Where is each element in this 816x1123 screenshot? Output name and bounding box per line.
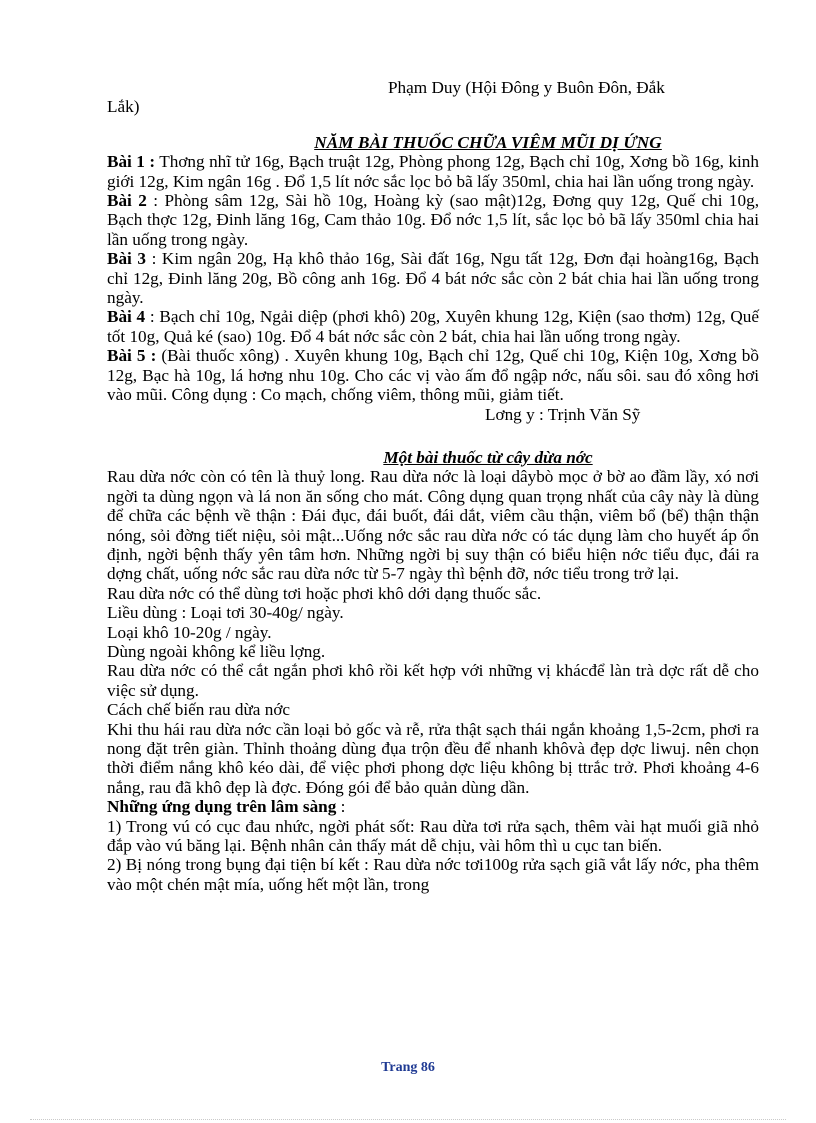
page-footer xyxy=(0,1060,816,1076)
clinical-heading-colon: : xyxy=(336,797,346,817)
remedy-4 xyxy=(107,307,759,346)
remedy-5-text: (Bài thuốc xông) . Xuyên khung 10g, Bạch chỉ 12g, Quế chi 10g, Kiện 10g, Xơng bồ 12g, Bạc hà 10g, lá hơng nhu 10g. Cho các vị vào ấm đổ ngập nớc, nấu sôi. sau đó xông hơi vào mũi. Công dụng : Co mạch, chống viêm, thông mũi, giảm tiết. xyxy=(107,346,759,405)
paragraph-dose-fresh: Liều dùng : Loại tơi 30-40g/ ngày. xyxy=(107,603,344,623)
remedy-3 xyxy=(107,249,759,307)
remedy-2 xyxy=(107,191,759,249)
clinical-item-2: 2) Bị nóng trong bụng đại tiện bí kết : Rau dừa nớc tơi100g rửa sạch giã vắt lấy nớc, pha thêm vào một chén mật mía, uống hết một lần, trong xyxy=(107,855,759,894)
clinical-heading-text: Những ứng dụng trên lâm sàng xyxy=(107,797,337,817)
remedy-1-text: Thơng nhĩ tử 16g, Bạch truật 12g, Phòng phong 12g, Bạch chỉ 10g, Xơng bồ 16g, kinh giới 12g, Kim ngân 16g . Đổ 1,5 lít nớc sắc lọc bỏ bã lấy 350ml, chia hai lần uống trong ngày. xyxy=(107,152,759,191)
remedy-list xyxy=(107,152,759,404)
clinical-heading xyxy=(107,797,759,816)
paragraph-tea: Rau dừa nớc có thể cắt ngắn phơi khô rồi kết hợp với những vị khácđể làn trà dợc rất dễ cho việc sử dụng. xyxy=(107,661,759,700)
author-credit xyxy=(107,78,759,117)
remedy-5-label: Bài 5 : xyxy=(107,346,157,366)
section1-title: NĂM BÀI THUỐC CHỮA VIÊM MŨI DỊ ỨNG xyxy=(314,132,662,152)
section1-signature: Lơng y : Trịnh Văn Sỹ xyxy=(485,404,641,424)
paragraph-intro: Rau dừa nớc còn có tên là thuỷ long. Rau dừa nớc là loại dâybò mọc ở bờ ao đầm lầy, xó nơi ngời ta dùng ngọn và lá non ăn sống cho mát. Công dụng quan trọng nhất của cây này là dùng để chữa các bệnh về thận : Đái đục, đái buốt, đái dắt, viêm cầu thận, viêm bổ (bể) thận thận nóng, sỏi đờng tiết niệu, sỏi mật...Uống nớc sắc rau dừa nớc có tác dụng làm cho huyết áp ổn định, ngời bệnh thấy yên tâm hơn. Những ngời bị suy thận có biểu hiện nớc tiểu đục, đái ra dợng chất, uống nớc sắc rau dừa nớc từ 5-7 ngày thì bệnh đỡ, nớc tiểu trong trở lại. xyxy=(107,467,759,584)
remedy-2-text: : Phòng sâm 12g, Sài hồ 10g, Hoàng kỳ (sao mật)12g, Đơng quy 12g, Quế chi 10g, Bạch thợc 12g, Đinh lăng 16g, Cam thảo 10g. Đổ nớc 1,5 lít, sắc lọc bỏ bã lấy 350ml chia hai lần uống trong ngày. xyxy=(107,191,759,249)
document-page xyxy=(107,78,759,894)
section2-body xyxy=(107,467,759,894)
page-number: Trang 86 xyxy=(381,1060,435,1075)
section2-title: Một bài thuốc từ cây dừa nớc xyxy=(383,447,593,467)
remedy-1-label: Bài 1 : xyxy=(107,152,156,172)
paragraph-external: Dùng ngoài không kể liều lợng. xyxy=(107,641,326,661)
paragraph-prep: Khi thu hái rau dừa nớc cần loại bỏ gốc và rễ, rửa thật sạch thái ngắn khoảng 1,5-2cm, phơi ra nong đặt trên giàn. Thỉnh thoảng dùng đụa trộn đều để nhanh khôvà đẹp dợc liwuj. nên chọn thời điểm nắng khô kéo dài, để việc phơi phong dợc liệu không bị ttrắc trở. Phơi khoảng 4-6 nắng, rau đã khô đẹp là đợc. Đóng gói để bảo quản dùng dần. xyxy=(107,719,759,797)
remedy-1 xyxy=(107,152,759,191)
author-credit-line2: Lắk) xyxy=(107,97,140,117)
remedy-4-label: Bài 4 xyxy=(107,307,146,327)
paragraph-usage: Rau dừa nớc có thể dùng tơi hoặc phơi khô dới dạng thuốc sắc. xyxy=(107,583,542,603)
remedy-3-label: Bài 3 xyxy=(107,249,146,269)
paragraph-prep-heading: Cách chế biến rau dừa nớc xyxy=(107,700,291,720)
remedy-2-label: Bài 2 xyxy=(107,191,147,211)
remedy-5 xyxy=(107,346,759,404)
bottom-divider xyxy=(30,1119,786,1120)
remedy-3-text: : Kim ngân 20g, Hạ khô thảo 16g, Sài đất 16g, Ngu tất 12g, Đơn đại hoàng16g, Bạch chỉ 12g, Đinh lăng 20g, Bồ công anh 16g. Đổ 4 bát nớc sắc còn 2 bát chia hai lần uống trong ngày. xyxy=(107,249,759,308)
author-credit-line1: Phạm Duy (Hội Đông y Buôn Đôn, Đắk xyxy=(388,78,665,97)
clinical-item-1: 1) Trong vú có cục đau nhức, ngời phát sốt: Rau dừa tơi rửa sạch, thêm vài hạt muối giã nhỏ đắp vào vú băng lại. Bệnh nhân cản thấy mát dễ chịu, vài hôm thì u cục tan biến. xyxy=(107,816,759,856)
remedy-4-text: : Bạch chỉ 10g, Ngải diệp (phơi khô) 20g, Xuyên khung 12g, Kiện (sao thơm) 12g, Quế tốt 10g, Quả ké (sao) 10g. Đổ 4 bát nớc sắc còn 2 bát, chia hai lần uống trong ngày. xyxy=(107,307,760,346)
paragraph-dose-dry: Loại khô 10-20g / ngày. xyxy=(107,622,272,642)
